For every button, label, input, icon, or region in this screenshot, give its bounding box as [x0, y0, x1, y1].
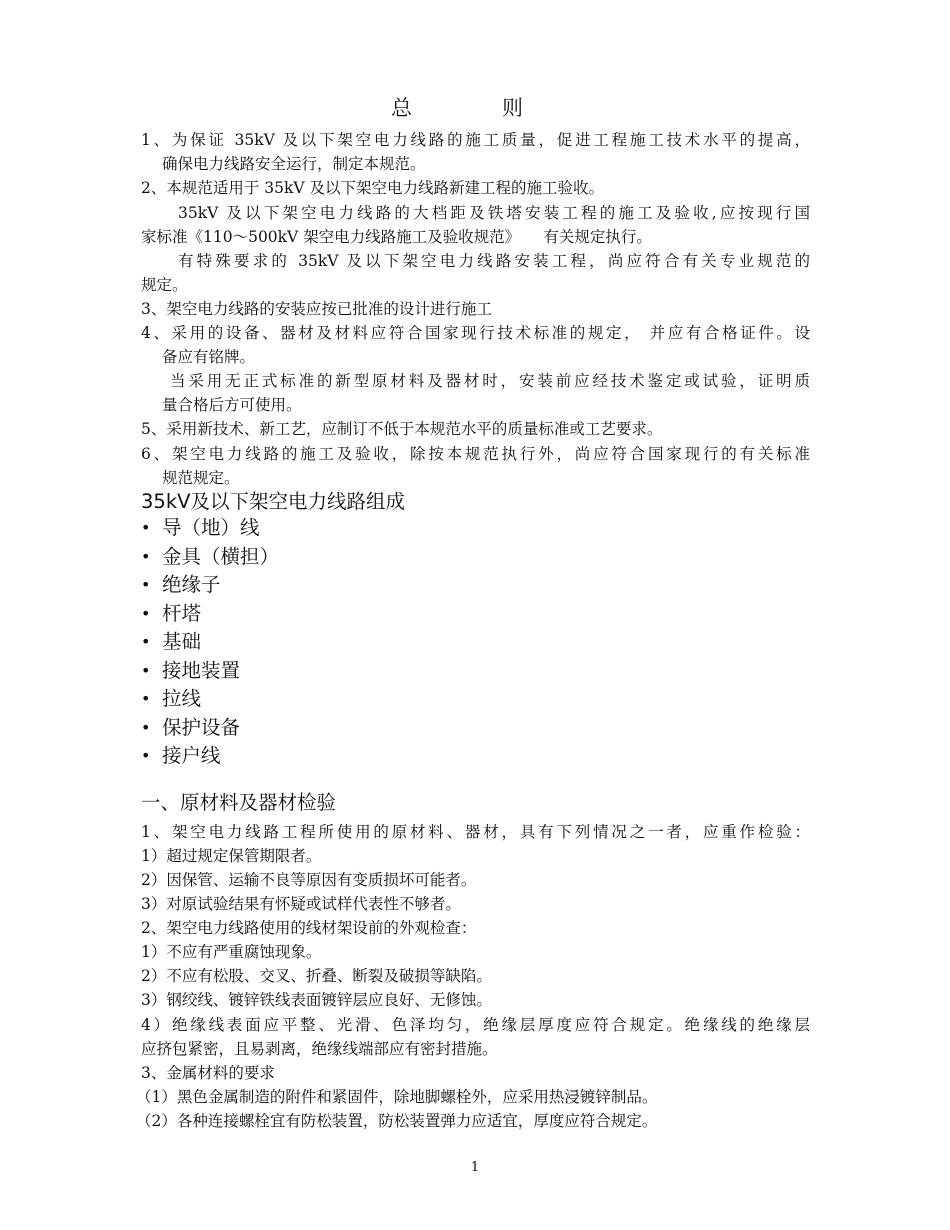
rule-line: 4、采用的设备、器材及材料应符合国家现行技术标准的规定， 并应有合格证件。设 [141, 324, 810, 342]
bullet-icon: • [141, 689, 151, 708]
bullet-icon: • [141, 660, 151, 680]
title-char-left: 总 [391, 96, 414, 120]
rule-line: 2、本规范适用于 35kV 及以下架空电力线路新建工程的施工验收。 [141, 179, 605, 197]
composition-list [141, 514, 279, 771]
rule-line: 3、架空电力线路的安装应按已批准的设计进行施工 [141, 300, 492, 318]
bullet-icon: • [141, 575, 151, 594]
rule-line: 确保电力线路安全运行，制定本规范。 [162, 155, 426, 173]
section-heading: 一、原材料及器材检验 [141, 791, 337, 814]
section-line: 1）超过规定保管期限者。 [141, 847, 322, 865]
section-line: 2）因保管、运输不良等原因有变质损坏可能者。 [141, 871, 477, 889]
rule-line: 35kV 及以下架空电力线路的大档距及铁塔安装工程的施工及验收,应按现行国 [178, 204, 810, 222]
rule-line: 有特殊要求的 35kV 及以下架空电力线路安装工程，尚应符合有关专业规范的 [178, 252, 810, 270]
section-line: 3、金属材料的要求 [141, 1064, 275, 1082]
rule-line: 当采用无正式标准的新型原材料及器材时，安装前应经技术鉴定或试验，证明质 [170, 372, 810, 390]
bullet-icon: • [141, 746, 151, 765]
section-line: 1）不应有严重腐蚀现象。 [141, 943, 322, 961]
section-line: 1、架空电力线路工程所使用的原材料、器材，具有下列情况之一者，应重作检验： [141, 823, 810, 841]
rule-line: 5、采用新技术、新工艺，应制订不低于本规范水平的质量标准或工艺要求。 [141, 420, 663, 438]
list-item: • 保护设备 [141, 714, 279, 743]
list-item: • 接地装置 [141, 657, 279, 686]
page-title [0, 92, 916, 122]
list-item: • 绝缘子 [141, 571, 279, 600]
list-item: • 接户线 [141, 742, 279, 771]
list-item: • 杆塔 [141, 600, 279, 629]
list-item: • 拉线 [141, 685, 279, 714]
rule-line: 1、为保证 35kV 及以下架空电力线路的施工质量，促进工程施工技术水平的提高， [141, 131, 810, 149]
section-line: 3）对原试验结果有怀疑或试样代表性不够者。 [141, 895, 461, 913]
rule-line: 备应有铭牌。 [162, 348, 256, 366]
section-line: 应挤包紧密，且易剥离，绝缘线端部应有密封措施。 [141, 1040, 498, 1058]
title-char-right: 则 [502, 96, 525, 120]
section-line: （1）黑色金属制造的附件和紧固件，除地脚螺栓外，应采用热浸镀锌制品。 [136, 1088, 658, 1106]
bullet-icon: • [141, 632, 151, 651]
list-item: • 基础 [141, 628, 279, 657]
bullet-icon: • [141, 518, 151, 537]
list-item: • 导（地）线 [141, 514, 279, 543]
bullet-icon: • [141, 717, 151, 737]
list-item: • 金具（横担） [141, 543, 279, 572]
section-line: 3）钢绞线、镀锌铁线表面镀锌层应良好、无修蚀。 [141, 991, 492, 1009]
rule-line: 量合格后方可使用。 [162, 396, 302, 414]
section-line: 2、架空电力线路使用的线材架设前的外观检查： [141, 919, 477, 937]
section-line: 2）不应有松股、交叉、折叠、断裂及破损等缺陷。 [141, 967, 492, 985]
rule-line: 规定。 [141, 276, 188, 294]
bullet-icon: • [141, 546, 151, 566]
bullet-icon: • [141, 603, 151, 623]
composition-heading: 35kV及以下架空电力线路组成 [141, 490, 405, 513]
section-line: 4）绝缘线表面应平整、光滑、色泽均匀，绝缘层厚度应符合规定。绝缘线的绝缘层 [141, 1016, 810, 1034]
rule-line: 6、架空电力线路的施工及验收，除按本规范执行外，尚应符合国家现行的有关标准 [141, 445, 810, 463]
section-line: （2）各种连接螺栓宜有防松装置，防松装置弹力应适宜，厚度应符合规定。 [136, 1112, 658, 1130]
page-number: 1 [470, 1160, 480, 1175]
rule-line: 家标准《110～500kV 架空电力线路施工及验收规范》 有关规定执行。 [141, 228, 652, 246]
rule-line: 规范规定。 [162, 469, 240, 487]
